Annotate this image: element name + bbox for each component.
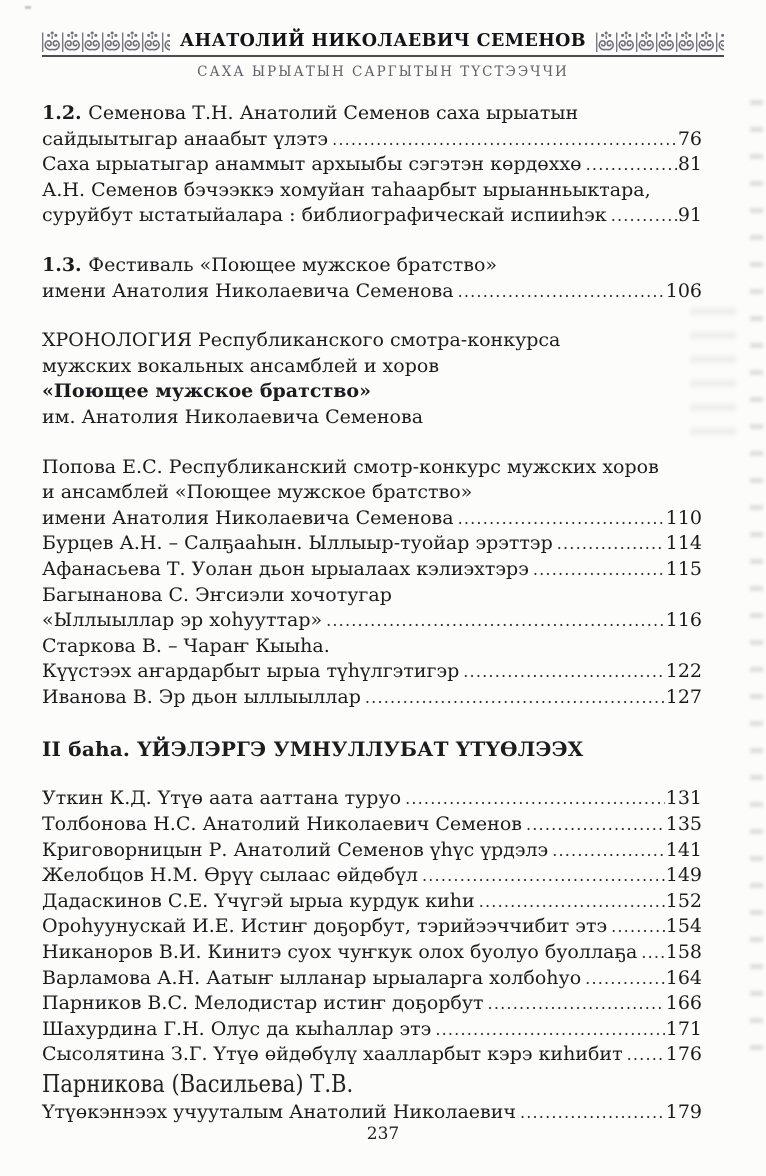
toc-page-number: 141 bbox=[665, 838, 702, 861]
toc-page-number: 91 bbox=[677, 204, 702, 227]
toc-entry-text: Дадаскинов С.Е. Үчүгэй ырыа курдук киһи bbox=[42, 889, 475, 912]
toc-line bbox=[42, 178, 702, 204]
toc-page-number: 171 bbox=[665, 1017, 702, 1040]
toc-entry-text: Бурцев А.Н. – Салҕааһын. Ыллыыр-туойар эрэттэр bbox=[42, 532, 553, 555]
toc-line bbox=[42, 608, 702, 634]
dot-leader bbox=[533, 557, 665, 583]
page-header-title: АНАТОЛИЙ НИКОЛАЕВИЧ СЕМЕНОВ bbox=[180, 30, 586, 51]
toc-page-number: 122 bbox=[665, 660, 702, 683]
toc-page-number: 110 bbox=[665, 506, 702, 529]
toc-page-number: 76 bbox=[677, 127, 702, 150]
toc-entry-text: Парников В.С. Мелодистар истиҥ доҕорбут bbox=[42, 992, 484, 1015]
toc-entry-text: Күүстээх аҥардарбыт ырыа түһүлгэтигэр bbox=[42, 660, 460, 683]
toc-entry-text: Никаноров В.И. Кинитэ суох чуҥкук олох буолуо буоллаҕа bbox=[42, 941, 638, 964]
toc-line bbox=[42, 966, 702, 992]
toc-page-number: 152 bbox=[665, 889, 702, 912]
dot-leader bbox=[326, 608, 665, 634]
toc-page-number: 164 bbox=[665, 966, 702, 989]
toc-entry-text: Саха ырыатыгар анаммыт архыыбы сэгэтэн көрдөххө bbox=[42, 153, 582, 176]
toc-entry-text: Афанасьева Т. Уолан дьон ырыалаах кэлиэхтэрэ bbox=[42, 557, 529, 580]
toc-line bbox=[42, 940, 702, 966]
toc-entry-text: Попова Е.С. Республиканский смотр-конкурс мужских хоров bbox=[42, 455, 659, 478]
dot-leader bbox=[611, 203, 677, 229]
toc-page-number: 127 bbox=[665, 685, 702, 708]
toc bbox=[42, 101, 702, 1126]
toc-line bbox=[42, 279, 702, 305]
dot-leader bbox=[641, 940, 664, 966]
toc-line bbox=[42, 583, 702, 609]
toc-page-number: 179 bbox=[665, 1101, 702, 1123]
toc-line bbox=[42, 659, 702, 685]
toc-line bbox=[42, 152, 702, 178]
toc-entry-text: сайдыытыгар анаабыт үлэтэ bbox=[42, 127, 329, 150]
toc-entry-text: Криговорницын Р. Анатолий Семенов үһүс үрдэлэ bbox=[42, 838, 549, 861]
toc-page-number: 154 bbox=[665, 915, 702, 938]
dot-leader bbox=[488, 991, 665, 1017]
toc-entry-text: ХРОНОЛОГИЯ Республиканского смотра-конкурса bbox=[42, 329, 561, 352]
toc-line bbox=[42, 253, 702, 279]
dot-leader bbox=[611, 914, 665, 940]
toc-page-number: 149 bbox=[665, 864, 702, 887]
toc-entry-text: Багынанова С. Эҥсиэли хочотугар bbox=[42, 583, 392, 606]
toc-line bbox=[42, 914, 702, 940]
toc-line bbox=[42, 405, 702, 431]
page-header-subtitle: САХА ЫРЫАТЫН САРГЫТЫН ТҮСТЭЭЧЧИ bbox=[197, 64, 569, 80]
dot-leader bbox=[627, 1042, 665, 1068]
dot-leader bbox=[332, 127, 677, 153]
toc-entry-number: 1.3. bbox=[42, 253, 89, 276]
toc-block bbox=[42, 328, 702, 430]
toc-entry-text: имени Анатолия Николаевича Семенова bbox=[42, 279, 454, 302]
toc-line bbox=[42, 991, 702, 1017]
toc-entry-text: Желобцов Н.М. Өрүү сылаас өйдөбүл bbox=[42, 864, 418, 887]
toc-line bbox=[42, 354, 702, 380]
toc-page-number: 114 bbox=[665, 532, 702, 555]
dot-leader bbox=[557, 531, 665, 557]
footer-page-number: 237 bbox=[366, 1124, 400, 1144]
section-heading bbox=[42, 734, 702, 764]
toc-line bbox=[42, 786, 702, 812]
dot-leader bbox=[458, 279, 665, 305]
toc-line bbox=[42, 634, 702, 660]
toc-entry-text: и ансамблей «Поющее мужское братство» bbox=[42, 481, 473, 504]
toc-entry-number: 1.2. bbox=[42, 102, 89, 124]
toc-line bbox=[42, 1042, 702, 1068]
dot-leader bbox=[585, 966, 665, 992]
toc-entry-text: 1.3. Фестиваль «Поющее мужское братство» bbox=[42, 253, 498, 276]
toc-entry-text: им. Анатолия Николаевича Семенова bbox=[42, 405, 424, 428]
toc-block bbox=[42, 786, 702, 1125]
toc-line bbox=[42, 812, 702, 838]
page-header bbox=[42, 30, 724, 57]
toc-entry-text: А.Н. Семенов бэчээккэ хомуйан таһаарбыт ырыанньыктара, bbox=[42, 178, 651, 201]
toc-entry-text: Уткин К.Д. Үтүө аата ааттана туруо bbox=[42, 787, 402, 810]
toc-line bbox=[42, 863, 702, 889]
toc-page-number: 116 bbox=[665, 609, 702, 632]
toc-page-number: 158 bbox=[665, 941, 702, 964]
toc-entry-text: Парникова (Васильева) Т.В. bbox=[42, 1069, 354, 1098]
toc-line bbox=[42, 1100, 702, 1126]
toc-entry-text: Иванова В. Эр дьон ыллыыллар bbox=[42, 685, 361, 708]
toc-line bbox=[42, 1017, 702, 1043]
toc-line bbox=[42, 101, 702, 127]
toc-page-number: 131 bbox=[665, 787, 702, 810]
dot-leader bbox=[552, 838, 665, 864]
toc-line bbox=[42, 203, 702, 229]
toc-entry-text: Үтүөкэннээх учууталым Анатолий Николаевич bbox=[42, 1101, 516, 1123]
toc-entry-text: суруйбут ыстатыйалара : библиографическай испииһэк bbox=[42, 204, 607, 227]
toc-entry-text: Сысолятина З.Г. Үтүө өйдөбүлү хаалларбыт кэрэ киһибит bbox=[42, 1043, 623, 1066]
dot-leader bbox=[458, 506, 665, 532]
toc-line bbox=[42, 557, 702, 583]
toc-entry-text: «Ыллыыллар эр хоһууттар» bbox=[42, 609, 323, 632]
toc-entry-text: Ороһуунускай И.Е. Истиҥ доҕорбут, тэрийээччибит этэ bbox=[42, 915, 608, 938]
dot-leader bbox=[526, 812, 665, 838]
toc-line bbox=[42, 531, 702, 557]
toc-page-number: 106 bbox=[665, 279, 702, 302]
ornament-strip-right-icon bbox=[596, 30, 724, 54]
dot-leader bbox=[586, 152, 677, 178]
toc-entry-text: «Поющее мужское братство» bbox=[42, 380, 371, 403]
dot-leader bbox=[520, 1100, 665, 1126]
toc-section-block bbox=[42, 734, 702, 764]
toc-block bbox=[42, 253, 702, 304]
ornament-strip-left-icon bbox=[42, 30, 170, 54]
toc-entry-text: мужских вокальных ансамблей и хоров bbox=[42, 354, 440, 377]
toc-line bbox=[42, 1068, 702, 1100]
toc-line bbox=[42, 685, 702, 711]
toc-line bbox=[42, 379, 702, 405]
dot-leader bbox=[422, 863, 665, 889]
toc-entry-text: Варламова А.Н. Аатыҥ ылланар ырыаларга холбоһуо bbox=[42, 966, 582, 989]
toc-line bbox=[42, 889, 702, 915]
toc-entry-text: имени Анатолия Николаевича Семенова bbox=[42, 506, 454, 529]
toc-line bbox=[42, 127, 702, 153]
toc-page-number: 115 bbox=[665, 557, 702, 580]
toc-line bbox=[42, 455, 702, 481]
toc-line bbox=[42, 506, 702, 532]
toc-entry-text: Старкова В. – Чараҥ Кыыһа. bbox=[42, 634, 330, 657]
toc-entry-text: Толбонова Н.С. Анатолий Николаевич Семенов bbox=[42, 813, 522, 836]
dot-leader bbox=[463, 659, 664, 685]
toc-block bbox=[42, 455, 702, 711]
dot-leader bbox=[405, 786, 665, 812]
toc-entry-text: 1.2. Семенова Т.Н. Анатолий Семенов саха ырыатын bbox=[42, 102, 579, 124]
toc-page-number: 81 bbox=[677, 153, 702, 176]
dot-leader bbox=[479, 889, 665, 915]
toc-entry-text: II баһа. ҮЙЭЛЭРГЭ УМНУЛЛУБАТ ҮТҮӨЛЭЭХ bbox=[42, 737, 584, 762]
toc-page-number: 166 bbox=[665, 992, 702, 1015]
toc-page-number: 176 bbox=[665, 1043, 702, 1066]
toc-line bbox=[42, 480, 702, 506]
toc-line bbox=[42, 838, 702, 864]
dot-leader bbox=[435, 1017, 664, 1043]
toc-page-number: 135 bbox=[665, 813, 702, 836]
dot-leader bbox=[365, 685, 665, 711]
toc-entry-text: Шахурдина Г.Н. Олус да кыһаллар этэ bbox=[42, 1017, 432, 1040]
toc-line bbox=[42, 328, 702, 354]
toc-block bbox=[42, 101, 702, 229]
